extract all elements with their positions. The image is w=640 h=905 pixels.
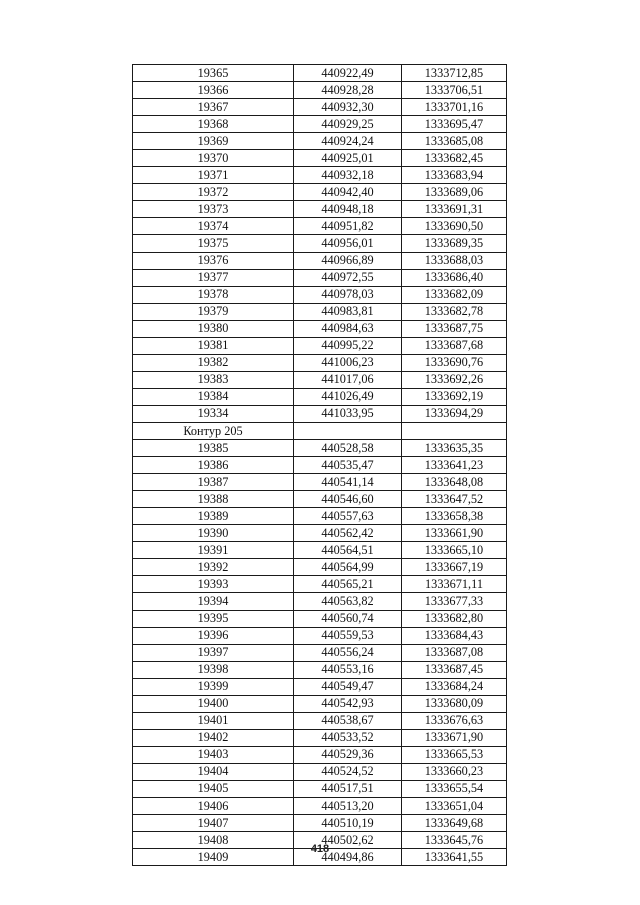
- x-coordinate-cell: 440510,19: [294, 815, 402, 832]
- table-row: [133, 184, 507, 201]
- x-coordinate-cell: 440929,25: [294, 116, 402, 133]
- y-coordinate-cell: 1333692,19: [402, 388, 507, 405]
- x-coordinate-cell: 441017,06: [294, 371, 402, 388]
- point-number-cell: 19388: [133, 491, 294, 508]
- y-coordinate-cell: 1333655,54: [402, 780, 507, 797]
- x-coordinate-cell: 440517,51: [294, 780, 402, 797]
- table-row: [133, 593, 507, 610]
- y-coordinate-cell: 1333660,23: [402, 763, 507, 780]
- point-number-cell: 19367: [133, 99, 294, 116]
- y-coordinate-cell: 1333687,08: [402, 644, 507, 661]
- point-number-cell: 19366: [133, 82, 294, 99]
- point-number-cell: 19376: [133, 252, 294, 269]
- point-number-cell: 19391: [133, 542, 294, 559]
- y-coordinate-cell: 1333661,90: [402, 525, 507, 542]
- point-number-cell: 19371: [133, 167, 294, 184]
- table-row: [133, 320, 507, 337]
- table-row: [133, 235, 507, 252]
- table-row: [133, 388, 507, 405]
- table-row: [133, 252, 507, 269]
- y-coordinate-cell: 1333685,08: [402, 133, 507, 150]
- x-coordinate-cell: 440563,82: [294, 593, 402, 610]
- empty-cell: [402, 422, 507, 439]
- y-coordinate-cell: 1333690,76: [402, 354, 507, 371]
- x-coordinate-cell: 440948,18: [294, 201, 402, 218]
- point-number-cell: 19334: [133, 405, 294, 422]
- x-coordinate-cell: 440502,62: [294, 832, 402, 849]
- y-coordinate-cell: 1333692,26: [402, 371, 507, 388]
- point-number-cell: 19401: [133, 712, 294, 729]
- y-coordinate-cell: 1333688,03: [402, 252, 507, 269]
- y-coordinate-cell: 1333658,38: [402, 508, 507, 525]
- y-coordinate-cell: 1333682,09: [402, 286, 507, 303]
- coordinates-table-body: [133, 65, 507, 866]
- y-coordinate-cell: 1333686,40: [402, 269, 507, 286]
- x-coordinate-cell: 440549,47: [294, 678, 402, 695]
- table-row: [133, 798, 507, 815]
- y-coordinate-cell: 1333647,52: [402, 491, 507, 508]
- table-row: [133, 354, 507, 371]
- x-coordinate-cell: 440535,47: [294, 457, 402, 474]
- x-coordinate-cell: 440553,16: [294, 661, 402, 678]
- point-number-cell: 19369: [133, 133, 294, 150]
- y-coordinate-cell: 1333682,78: [402, 303, 507, 320]
- point-number-cell: 19373: [133, 201, 294, 218]
- table-row: [133, 746, 507, 763]
- x-coordinate-cell: 440533,52: [294, 729, 402, 746]
- point-number-cell: 19403: [133, 746, 294, 763]
- point-number-cell: 19397: [133, 644, 294, 661]
- y-coordinate-cell: 1333712,85: [402, 65, 507, 82]
- x-coordinate-cell: 440529,36: [294, 746, 402, 763]
- table-row: [133, 371, 507, 388]
- empty-cell: [294, 422, 402, 439]
- y-coordinate-cell: 1333649,68: [402, 815, 507, 832]
- x-coordinate-cell: 440513,20: [294, 798, 402, 815]
- x-coordinate-cell: 440995,22: [294, 337, 402, 354]
- x-coordinate-cell: 440538,67: [294, 712, 402, 729]
- point-number-cell: 19389: [133, 508, 294, 525]
- x-coordinate-cell: 440956,01: [294, 235, 402, 252]
- table-row: [133, 644, 507, 661]
- point-number-cell: 19383: [133, 371, 294, 388]
- table-row: [133, 780, 507, 797]
- y-coordinate-cell: 1333645,76: [402, 832, 507, 849]
- point-number-cell: 19407: [133, 815, 294, 832]
- table-row: [133, 457, 507, 474]
- y-coordinate-cell: 1333635,35: [402, 440, 507, 457]
- point-number-cell: 19405: [133, 780, 294, 797]
- coordinates-table: [132, 64, 507, 866]
- point-number-cell: 19370: [133, 150, 294, 167]
- table-row: [133, 218, 507, 235]
- y-coordinate-cell: 1333684,24: [402, 678, 507, 695]
- table-row: [133, 201, 507, 218]
- table-row: [133, 269, 507, 286]
- x-coordinate-cell: 440524,52: [294, 763, 402, 780]
- y-coordinate-cell: 1333648,08: [402, 474, 507, 491]
- y-coordinate-cell: 1333682,45: [402, 150, 507, 167]
- y-coordinate-cell: 1333671,11: [402, 576, 507, 593]
- table-row: [133, 576, 507, 593]
- contour-label: Контур 205: [133, 422, 294, 439]
- x-coordinate-cell: 441006,23: [294, 354, 402, 371]
- y-coordinate-cell: 1333687,45: [402, 661, 507, 678]
- table-row: [133, 116, 507, 133]
- y-coordinate-cell: 1333689,06: [402, 184, 507, 201]
- y-coordinate-cell: 1333677,33: [402, 593, 507, 610]
- point-number-cell: 19409: [133, 849, 294, 866]
- x-coordinate-cell: 440922,49: [294, 65, 402, 82]
- table-row: [133, 491, 507, 508]
- point-number-cell: 19402: [133, 729, 294, 746]
- y-coordinate-cell: 1333651,04: [402, 798, 507, 815]
- y-coordinate-cell: 1333667,19: [402, 559, 507, 576]
- table-row: [133, 678, 507, 695]
- page-number: 418: [310, 843, 330, 855]
- point-number-cell: 19382: [133, 354, 294, 371]
- y-coordinate-cell: 1333683,94: [402, 167, 507, 184]
- y-coordinate-cell: 1333691,31: [402, 201, 507, 218]
- point-number-cell: 19404: [133, 763, 294, 780]
- x-coordinate-cell: 440925,01: [294, 150, 402, 167]
- table-row: [133, 525, 507, 542]
- point-number-cell: 19408: [133, 832, 294, 849]
- table-row: [133, 405, 507, 422]
- table-row: [133, 815, 507, 832]
- x-coordinate-cell: 441033,95: [294, 405, 402, 422]
- x-coordinate-cell: 440564,51: [294, 542, 402, 559]
- table-row: [133, 508, 507, 525]
- x-coordinate-cell: 440556,24: [294, 644, 402, 661]
- point-number-cell: 19393: [133, 576, 294, 593]
- y-coordinate-cell: 1333665,10: [402, 542, 507, 559]
- point-number-cell: 19394: [133, 593, 294, 610]
- y-coordinate-cell: 1333671,90: [402, 729, 507, 746]
- table-row: [133, 559, 507, 576]
- y-coordinate-cell: 1333680,09: [402, 695, 507, 712]
- table-row: [133, 99, 507, 116]
- y-coordinate-cell: 1333682,80: [402, 610, 507, 627]
- y-coordinate-cell: 1333687,75: [402, 320, 507, 337]
- point-number-cell: 19390: [133, 525, 294, 542]
- y-coordinate-cell: 1333676,63: [402, 712, 507, 729]
- table-row: [133, 474, 507, 491]
- point-number-cell: 19380: [133, 320, 294, 337]
- point-number-cell: 19381: [133, 337, 294, 354]
- point-number-cell: 19377: [133, 269, 294, 286]
- x-coordinate-cell: 440978,03: [294, 286, 402, 303]
- table-row: [133, 167, 507, 184]
- table-row: [133, 763, 507, 780]
- x-coordinate-cell: 440541,14: [294, 474, 402, 491]
- y-coordinate-cell: 1333690,50: [402, 218, 507, 235]
- x-coordinate-cell: 440542,93: [294, 695, 402, 712]
- table-row: [133, 712, 507, 729]
- x-coordinate-cell: 441026,49: [294, 388, 402, 405]
- x-coordinate-cell: 440928,28: [294, 82, 402, 99]
- y-coordinate-cell: 1333694,29: [402, 405, 507, 422]
- table-row: [133, 729, 507, 746]
- x-coordinate-cell: 440565,21: [294, 576, 402, 593]
- point-number-cell: 19396: [133, 627, 294, 644]
- table-row: [133, 661, 507, 678]
- table-row: [133, 542, 507, 559]
- point-number-cell: 19368: [133, 116, 294, 133]
- table-row: [133, 303, 507, 320]
- point-number-cell: 19384: [133, 388, 294, 405]
- y-coordinate-cell: 1333641,55: [402, 849, 507, 866]
- point-number-cell: 19398: [133, 661, 294, 678]
- x-coordinate-cell: 440559,53: [294, 627, 402, 644]
- point-number-cell: 19399: [133, 678, 294, 695]
- x-coordinate-cell: 440932,18: [294, 167, 402, 184]
- point-number-cell: 19365: [133, 65, 294, 82]
- x-coordinate-cell: 440557,63: [294, 508, 402, 525]
- y-coordinate-cell: 1333641,23: [402, 457, 507, 474]
- point-number-cell: 19386: [133, 457, 294, 474]
- y-coordinate-cell: 1333689,35: [402, 235, 507, 252]
- x-coordinate-cell: 440562,42: [294, 525, 402, 542]
- table-row: [133, 65, 507, 82]
- table-row: [133, 627, 507, 644]
- point-number-cell: 19406: [133, 798, 294, 815]
- y-coordinate-cell: 1333701,16: [402, 99, 507, 116]
- point-number-cell: 19387: [133, 474, 294, 491]
- x-coordinate-cell: 440966,89: [294, 252, 402, 269]
- table-row: [133, 286, 507, 303]
- x-coordinate-cell: 440942,40: [294, 184, 402, 201]
- table-row: [133, 133, 507, 150]
- y-coordinate-cell: 1333706,51: [402, 82, 507, 99]
- point-number-cell: 19379: [133, 303, 294, 320]
- x-coordinate-cell: 440972,55: [294, 269, 402, 286]
- contour-header-row: [133, 422, 507, 439]
- point-number-cell: 19375: [133, 235, 294, 252]
- x-coordinate-cell: 440546,60: [294, 491, 402, 508]
- table-row: [133, 440, 507, 457]
- x-coordinate-cell: 440984,63: [294, 320, 402, 337]
- x-coordinate-cell: 440494,86: [294, 849, 402, 866]
- y-coordinate-cell: 1333684,43: [402, 627, 507, 644]
- point-number-cell: 19385: [133, 440, 294, 457]
- y-coordinate-cell: 1333687,68: [402, 337, 507, 354]
- point-number-cell: 19372: [133, 184, 294, 201]
- y-coordinate-cell: 1333665,53: [402, 746, 507, 763]
- point-number-cell: 19400: [133, 695, 294, 712]
- table-row: [133, 150, 507, 167]
- table-row: [133, 695, 507, 712]
- x-coordinate-cell: 440528,58: [294, 440, 402, 457]
- x-coordinate-cell: 440924,24: [294, 133, 402, 150]
- x-coordinate-cell: 440564,99: [294, 559, 402, 576]
- x-coordinate-cell: 440983,81: [294, 303, 402, 320]
- point-number-cell: 19395: [133, 610, 294, 627]
- table-row: [133, 610, 507, 627]
- point-number-cell: 19374: [133, 218, 294, 235]
- x-coordinate-cell: 440560,74: [294, 610, 402, 627]
- table-row: [133, 82, 507, 99]
- y-coordinate-cell: 1333695,47: [402, 116, 507, 133]
- point-number-cell: 19378: [133, 286, 294, 303]
- x-coordinate-cell: 440951,82: [294, 218, 402, 235]
- table-row: [133, 337, 507, 354]
- point-number-cell: 19392: [133, 559, 294, 576]
- x-coordinate-cell: 440932,30: [294, 99, 402, 116]
